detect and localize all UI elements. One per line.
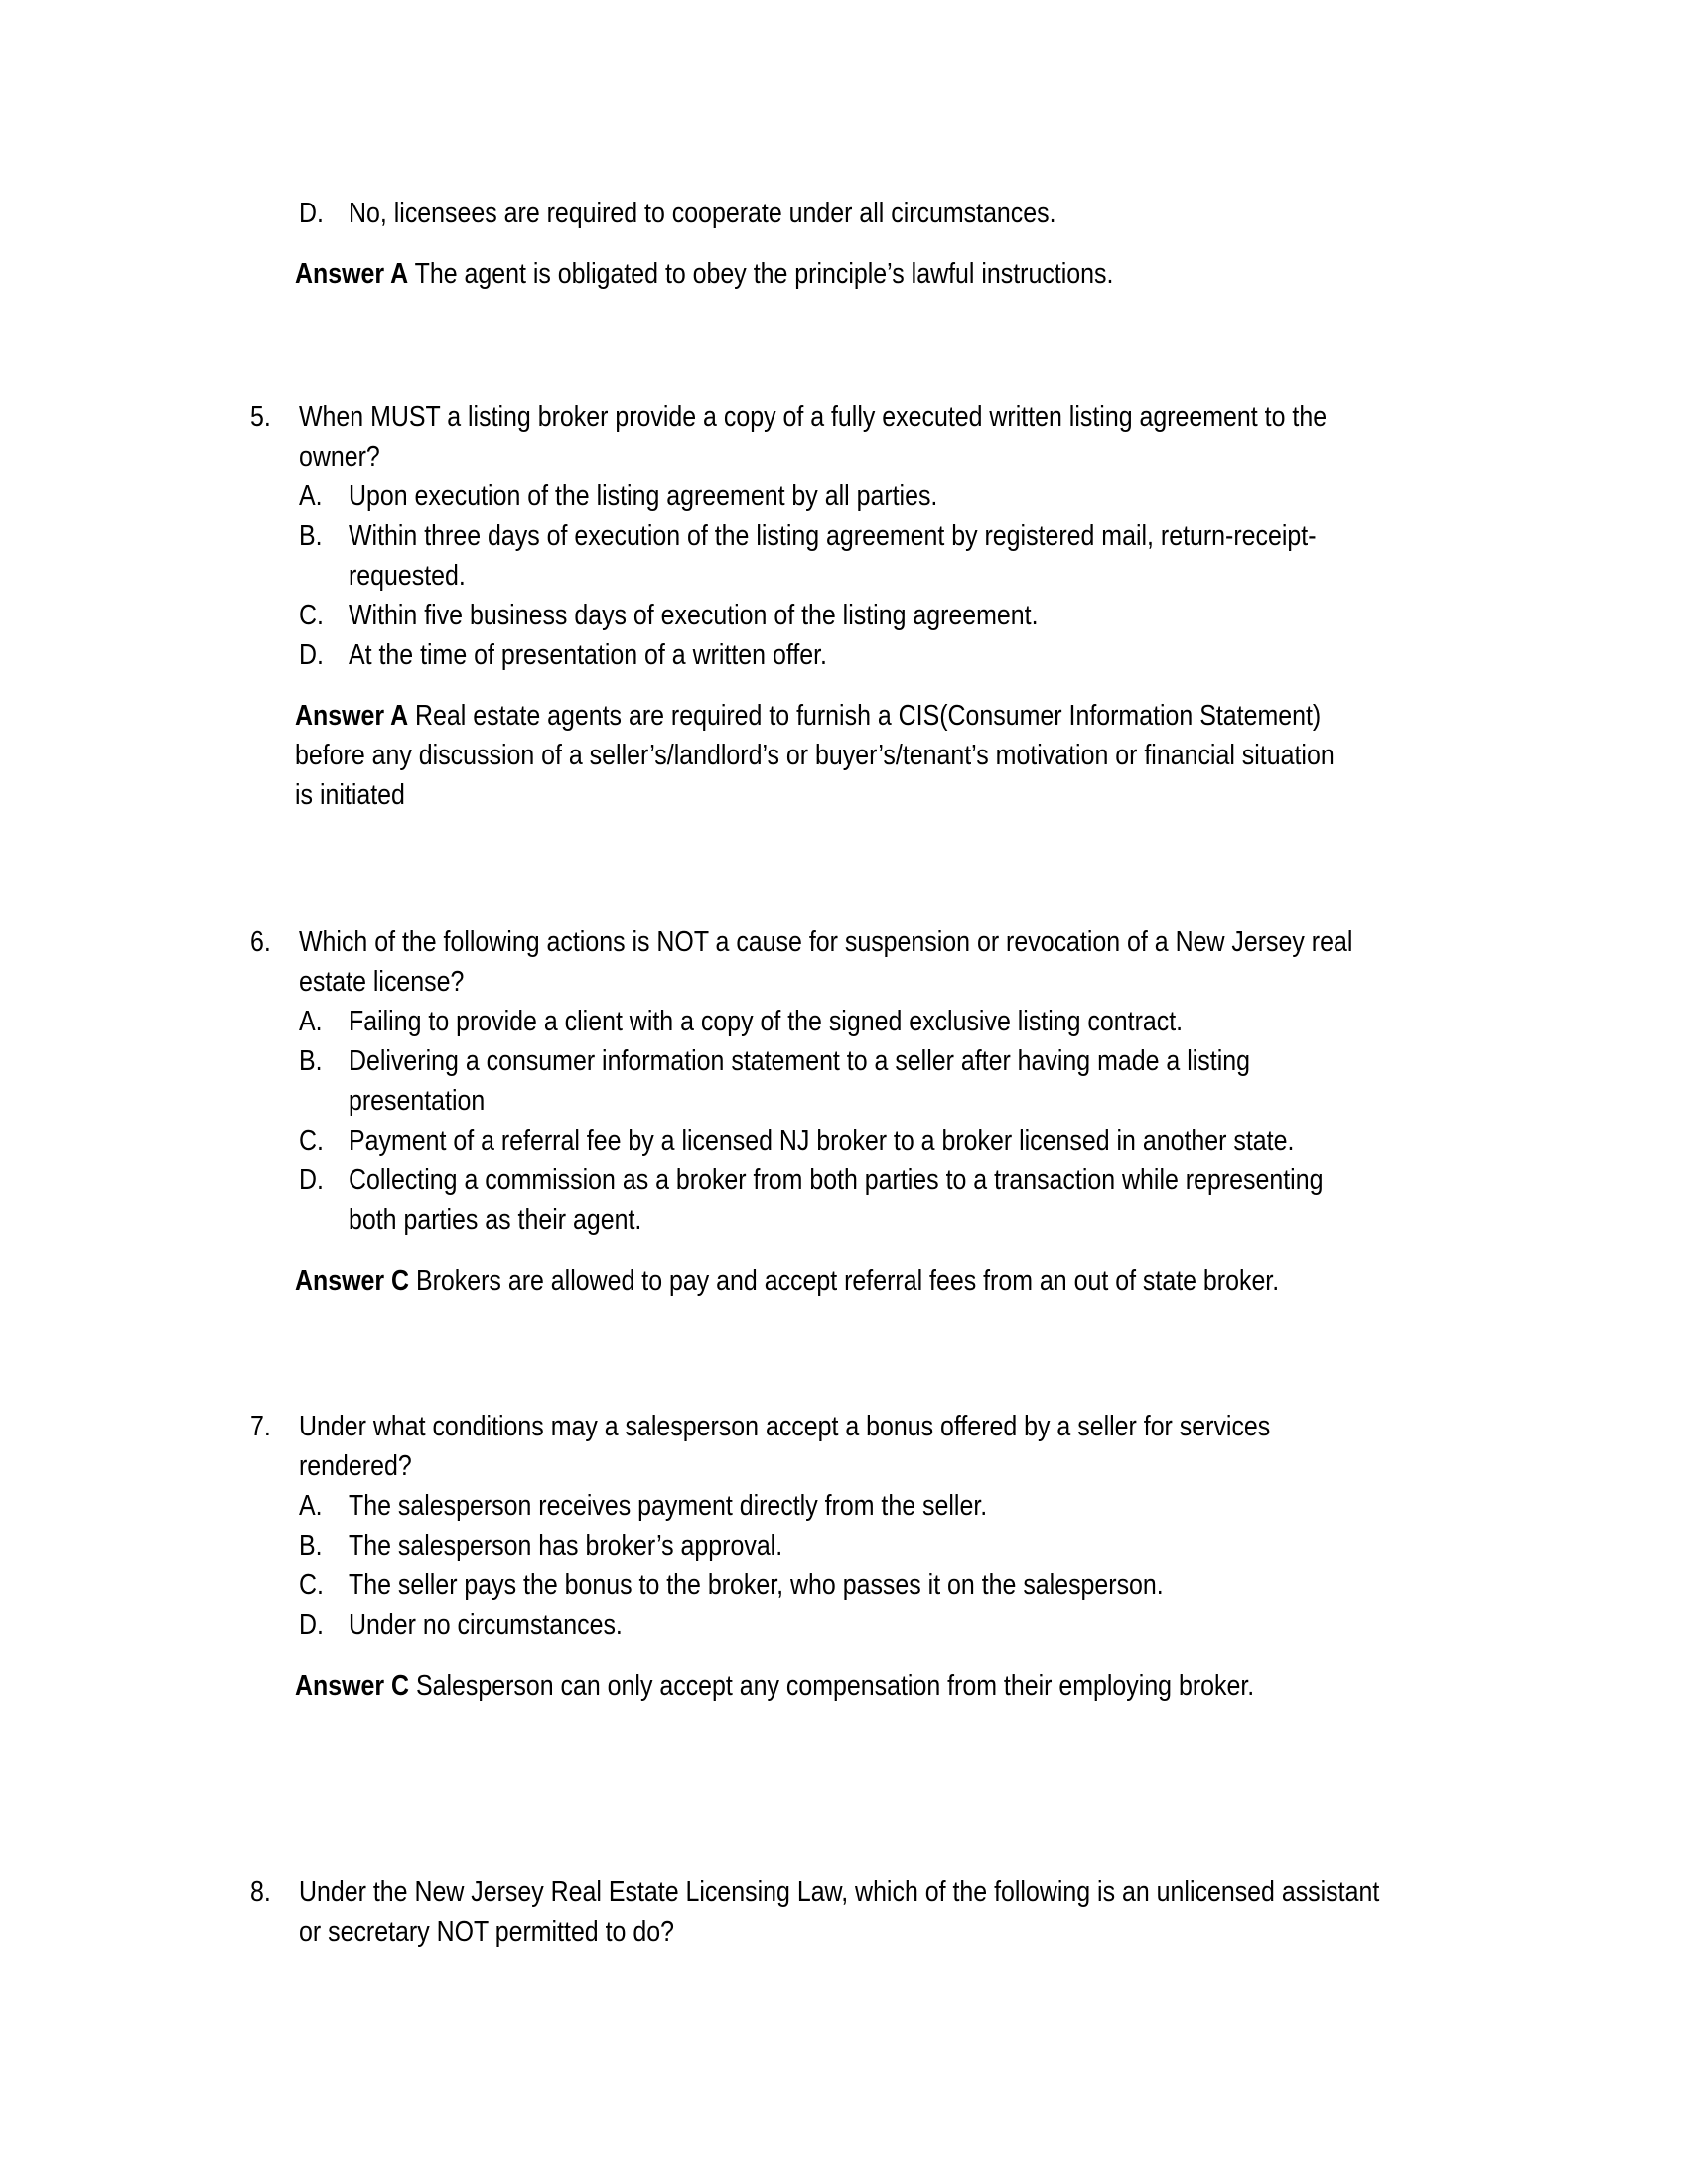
option-text: Within five business days of execution of the listing agreement.: [349, 600, 1039, 631]
option-text: Under no circumstances.: [349, 1609, 623, 1641]
option-letter: A.: [299, 1006, 323, 1037]
answer-label: Answer C: [295, 1670, 410, 1702]
option-text: Payment of a referral fee by a licensed NJ broker to a broker licensed in another state.: [349, 1125, 1295, 1157]
answer-line: [295, 1267, 1279, 1296]
option-text: Failing to provide a client with a copy of the signed exclusive listing contract.: [349, 1006, 1184, 1037]
option-text: requested.: [349, 560, 466, 592]
option-letter: A.: [299, 1490, 323, 1522]
option-letter: D.: [299, 1609, 324, 1641]
answer-label: Answer A: [295, 258, 409, 290]
answer-text: Brokers are allowed to pay and accept referral fees from an out of state broker.: [415, 1265, 1280, 1297]
answer-line: [295, 1672, 1254, 1701]
option-letter: C.: [299, 600, 324, 631]
option-text: both parties as their agent.: [349, 1204, 642, 1236]
question-number: 8.: [250, 1876, 271, 1908]
option-text: The seller pays the bonus to the broker, who passes it on the salesperson.: [349, 1570, 1164, 1601]
question-text: Under the New Jersey Real Estate Licensing Law, which of the following is an unlicensed assistant: [299, 1876, 1380, 1908]
question-text: owner?: [299, 441, 380, 473]
q4-answer: [295, 260, 1113, 289]
answer-line: [295, 702, 1321, 731]
option-text: At the time of presentation of a written offer.: [349, 639, 827, 671]
option-text: The salesperson has broker’s approval.: [349, 1530, 783, 1562]
option-text: No, licensees are required to cooperate under all circumstances.: [349, 198, 1056, 229]
question-number: 5.: [250, 401, 271, 433]
question-text: Under what conditions may a salesperson accept a bonus offered by a seller for services: [299, 1411, 1271, 1442]
question-text: When MUST a listing broker provide a copy of a fully executed written listing agreement to the: [299, 401, 1328, 433]
answer-label: Answer C: [295, 1265, 410, 1297]
question-number: 7.: [250, 1411, 271, 1442]
option-text: Upon execution of the listing agreement by all parties.: [349, 480, 938, 512]
question-text: or secretary NOT permitted to do?: [299, 1916, 674, 1948]
option-letter: B.: [299, 1045, 323, 1077]
option-letter: D.: [299, 198, 324, 229]
question-text: Which of the following actions is NOT a cause for suspension or revocation of a New Jersey real: [299, 926, 1353, 958]
option-letter: B.: [299, 520, 323, 552]
answer-text: The agent is obligated to obey the principle’s lawful instructions.: [414, 258, 1114, 290]
option-letter: D.: [299, 639, 324, 671]
question-number: 6.: [250, 926, 271, 958]
option-letter: B.: [299, 1530, 323, 1562]
answer-text: before any discussion of a seller’s/landlord’s or buyer’s/tenant’s motivation or financial situation: [295, 740, 1335, 771]
option-text: presentation: [349, 1085, 486, 1117]
option-text: Collecting a commission as a broker from both parties to a transaction while representing: [349, 1164, 1324, 1196]
option-letter: C.: [299, 1125, 324, 1157]
option-letter: A.: [299, 480, 323, 512]
option-letter: D.: [299, 1164, 324, 1196]
option-text: Within three days of execution of the listing agreement by registered mail, return-receipt-: [349, 520, 1317, 552]
answer-text: Real estate agents are required to furnish a CIS(Consumer Information Statement): [415, 700, 1322, 732]
question-text: estate license?: [299, 966, 465, 998]
option-letter: C.: [299, 1570, 324, 1601]
option-text: The salesperson receives payment directly from the seller.: [349, 1490, 988, 1522]
answer-text: Salesperson can only accept any compensation from their employing broker.: [415, 1670, 1255, 1702]
answer-text: is initiated: [295, 779, 405, 811]
question-text: rendered?: [299, 1450, 412, 1482]
answer-label: Answer A: [295, 700, 409, 732]
option-text: Delivering a consumer information statement to a seller after having made a listing: [349, 1045, 1250, 1077]
